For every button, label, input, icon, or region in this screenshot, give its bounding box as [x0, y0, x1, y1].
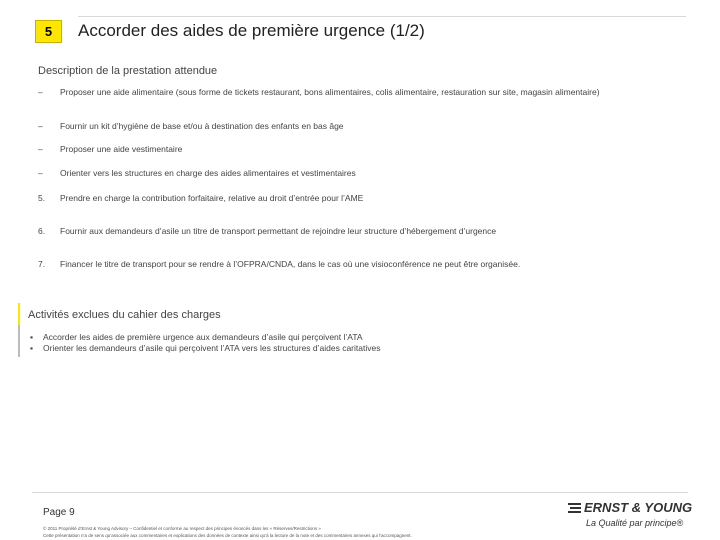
item-text: Orienter vers les structures en charge des aides alimentaires et vestimentaires	[60, 168, 356, 178]
exclusion-item	[30, 343, 380, 354]
item-marker: –	[38, 168, 43, 178]
item-marker: 7.	[38, 259, 46, 269]
exclusion-text: Accorder les aides de première urgence aux demandeurs d’asile qui perçoivent l’ATA	[43, 332, 363, 342]
exclusion-item	[30, 332, 363, 343]
logo-name: ERNST & YOUNG	[584, 500, 693, 515]
item-text: Fournir un kit d’hygiène de base et/ou à destination des enfants en bas âge	[60, 121, 344, 131]
bullet-icon: ▪	[30, 343, 34, 353]
description-heading: Description de la prestation attendue	[38, 65, 218, 77]
logo-tagline: La Qualité par principe®	[586, 518, 684, 528]
item-marker: 6.	[38, 226, 46, 236]
item-text: Prendre en charge la contribution forfaitaire, relative au droit d’entrée pour l’AME	[60, 193, 364, 203]
page-number: Page 9	[43, 507, 75, 518]
header-rule	[78, 16, 686, 17]
exclusions-side-bar	[18, 325, 20, 357]
footer-rule	[32, 492, 688, 493]
footer-copyright: © 2011 Propriété d’Ernst & Young Advisory – Confidentiel et conforme au respect des principes énoncés dans les « Réserves/Restrictions »	[43, 526, 321, 531]
footer-disclaimer: Cette présentation n’a de sens qu’associée aux commentaires et explications des données de contexte ainsi qu’à la lecture de la note et des commentaires annexes qui l’accompagnent.	[43, 533, 412, 538]
company-logo	[568, 500, 693, 534]
exclusions-heading: Activités exclues du cahier des charges	[28, 309, 221, 321]
item-marker: 5.	[38, 193, 46, 203]
item-text: Fournir aux demandeurs d’asile un titre de transport permettant de rejoindre leur structure d’hébergement d’urgence	[60, 226, 497, 236]
item-text: Financer le titre de transport pour se rendre à l’OFPRA/CNDA, dans le cas où une visioconférence ne peut être organisée.	[60, 259, 521, 269]
section-number-badge: 5	[35, 20, 62, 43]
bullet-icon: ▪	[30, 332, 34, 342]
item-marker: –	[38, 87, 43, 97]
page-title: Accorder des aides de première urgence (1/2)	[78, 21, 425, 40]
item-marker: –	[38, 144, 43, 154]
item-marker: –	[38, 121, 43, 131]
item-text: Proposer une aide vestimentaire	[60, 144, 183, 154]
logo-mark-icon	[568, 502, 582, 514]
exclusion-text: Orienter les demandeurs d’asile qui perçoivent l’ATA vers les structures d’aides caritatives	[43, 343, 381, 353]
exclusions-accent-bar	[18, 303, 20, 325]
item-text: Proposer une aide alimentaire (sous forme de tickets restaurant, bons alimentaires, colis alimentaire, restauration sur site, magasin alimentaire)	[60, 87, 600, 97]
